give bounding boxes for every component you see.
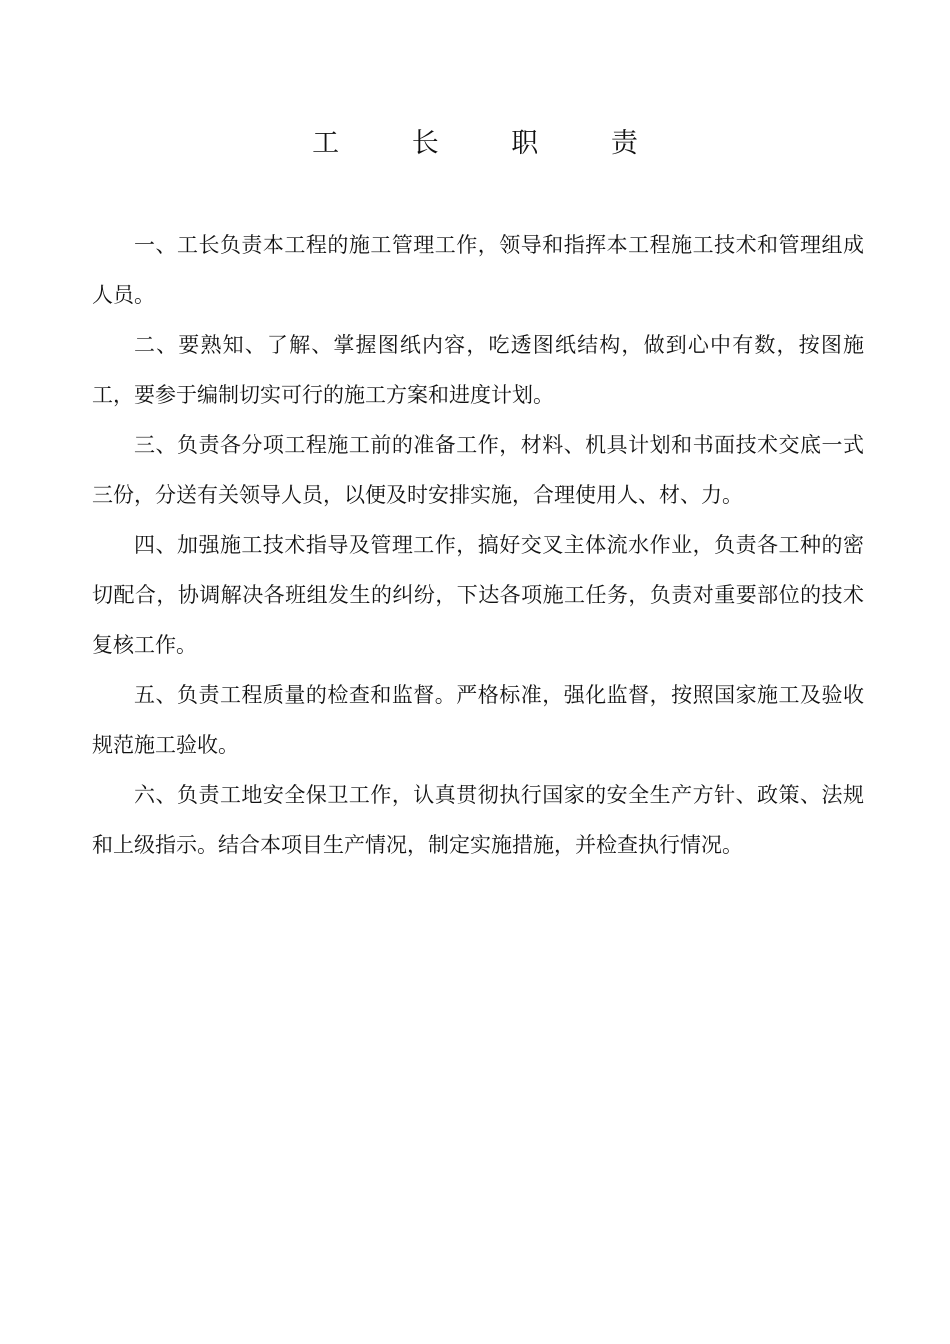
paragraph-5: 五、负责工程质量的检查和监督。严格标准，强化监督，按照国家施工及验收规范施工验收。	[92, 683, 864, 757]
paragraph-2: 二、要熟知、了解、掌握图纸内容，吃透图纸结构，做到心中有数，按图施工，要参于编制切实可行的施工方案和进度计划。	[92, 333, 864, 407]
paragraph-4: 四、加强施工技术指导及管理工作，搞好交叉主体流水作业，负责各工种的密切配合，协调解决各班组发生的纠纷，下达各项施工任务，负责对重要部位的技术复核工作。	[92, 533, 864, 657]
document-title: 工 长 职 责	[312, 128, 670, 159]
paragraph-6: 六、负责工地安全保卫工作，认真贯彻执行国家的安全生产方针、政策、法规和上级指示。结合本项目生产情况，制定实施措施，并检查执行情况。	[92, 783, 864, 857]
paragraph-3: 三、负责各分项工程施工前的准备工作，材料、机具计划和书面技术交底一式三份，分送有关领导人员，以便及时安排实施，合理使用人、材、力。	[92, 433, 864, 507]
document-body	[92, 220, 864, 870]
paragraph-1: 一、工长负责本工程的施工管理工作，领导和指挥本工程施工技术和管理组成人员。	[92, 233, 864, 307]
